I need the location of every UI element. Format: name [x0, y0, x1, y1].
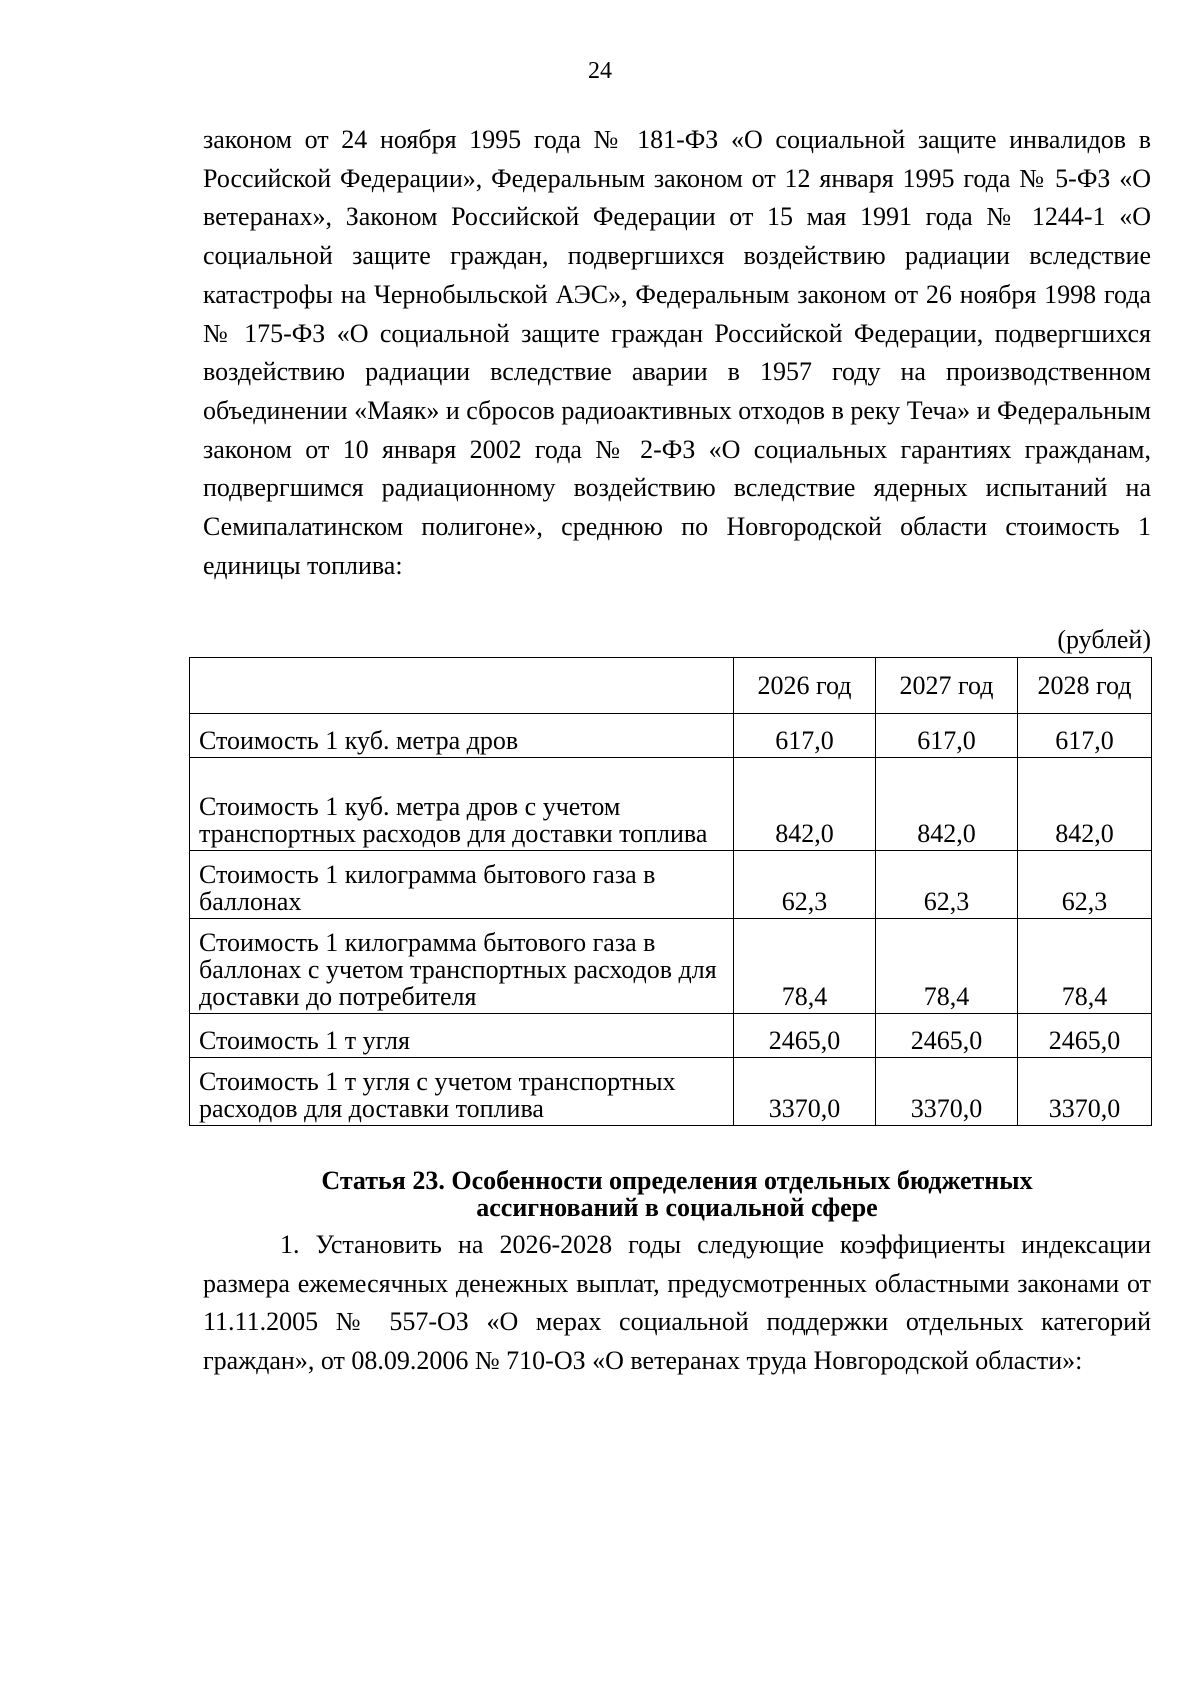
value-cell-2028: 78,4	[1018, 919, 1152, 1014]
value-cell-2026: 842,0	[734, 758, 876, 851]
row-label: Стоимость 1 т угля	[190, 1014, 734, 1058]
value-cell-2027: 842,0	[876, 758, 1018, 851]
article-paragraph: 1. Установить на 2026-2028 годы следующие коэффициенты индексации размера ежемесячных денежных выплат, предусмотренных областными законами от 11.11.2005 № 557-ОЗ «О мерах социальной поддержки отдельных категорий граждан», от 08.09.2006 № 710-ОЗ «О ветеранах труда Новгородской области»:	[203, 1230, 1151, 1376]
table-row	[190, 714, 1152, 758]
table-row	[190, 919, 1152, 1014]
header-cell-2028: 2028 год	[1018, 658, 1152, 714]
row-label: Стоимость 1 куб. метра дров	[190, 714, 734, 758]
value-cell-2028: 62,3	[1018, 851, 1152, 919]
value-cell-2028: 842,0	[1018, 758, 1152, 851]
table-row	[190, 758, 1152, 851]
fuel-cost-table	[189, 657, 1152, 1126]
value-cell-2026: 2465,0	[734, 1014, 876, 1058]
header-cell-2027: 2027 год	[876, 658, 1018, 714]
value-cell-2027: 617,0	[876, 714, 1018, 758]
value-cell-2026: 3370,0	[734, 1058, 876, 1126]
value-cell-2027: 3370,0	[876, 1058, 1018, 1126]
table-row	[190, 1058, 1152, 1126]
header-cell-2026: 2026 год	[734, 658, 876, 714]
intro-paragraph: законом от 24 ноября 1995 года № 181-ФЗ «О социальной защите инвалидов в Российской Федерации», Федеральным законом от 12 января 1995 года № 5-ФЗ «О ветеранах», Законом Российской Федерации от 15 мая 1991 года № 1244-1 «О социальной защите граждан, подвергшихся воздействию радиации вследствие катастрофы на Чернобыльской АЭС», Федеральным законом от 26 ноября 1998 года № 175-ФЗ «О социальной защите граждан Российской Федерации, подвергшихся воздействию радиации вследствие аварии в 1957 году на производственном объединении «Маяк» и сбросов радиоактивных отходов в реку Теча» и Федеральным законом от 10 января 2002 года № 2-ФЗ «О социальных гарантиях гражданам, подвергшимся радиационному воздействию вследствие ядерных испытаний на Семипалатинском полигоне», среднюю по Новгородской области стоимость 1 единицы топлива:	[203, 125, 1151, 580]
article-heading-line-2: ассигнований в социальной сфере	[476, 1193, 878, 1222]
value-cell-2028: 2465,0	[1018, 1014, 1152, 1058]
row-label: Стоимость 1 килограмма бытового газа в баллонах с учетом транспортных расходов для доставки до потребителя	[190, 919, 734, 1014]
value-cell-2026: 62,3	[734, 851, 876, 919]
header-cell-empty	[190, 658, 734, 714]
value-cell-2028: 617,0	[1018, 714, 1152, 758]
table-row	[190, 851, 1152, 919]
value-cell-2026: 78,4	[734, 919, 876, 1014]
value-cell-2026: 617,0	[734, 714, 876, 758]
row-label: Стоимость 1 т угля с учетом транспортных расходов для доставки топлива	[190, 1058, 734, 1126]
row-label: Стоимость 1 килограмма бытового газа в баллонах	[190, 851, 734, 919]
article-heading-line-1: Статья 23. Особенности определения отдельных бюджетных	[321, 1166, 1033, 1195]
unit-note: (рублей)	[1057, 625, 1151, 654]
value-cell-2027: 2465,0	[876, 1014, 1018, 1058]
table-row	[190, 1014, 1152, 1058]
table-header-row	[190, 658, 1152, 714]
value-cell-2028: 3370,0	[1018, 1058, 1152, 1126]
value-cell-2027: 78,4	[876, 919, 1018, 1014]
page-number: 24	[588, 58, 612, 84]
value-cell-2027: 62,3	[876, 851, 1018, 919]
row-label: Стоимость 1 куб. метра дров с учетом транспортных расходов для доставки топлива	[190, 758, 734, 851]
article-heading	[203, 1167, 1151, 1221]
